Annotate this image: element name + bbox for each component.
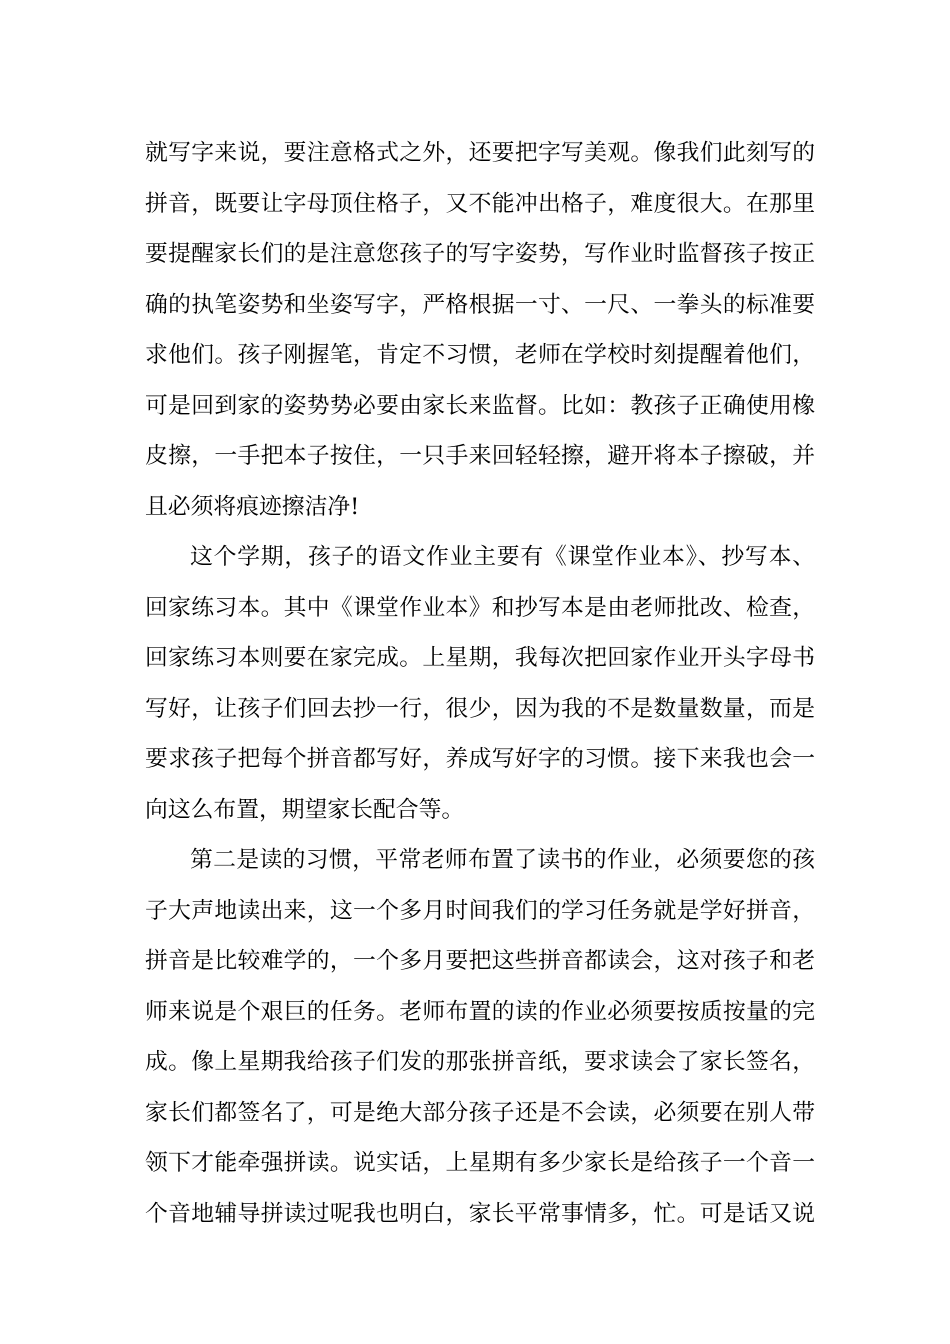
text-line: 领下才能牵强拼读。说实话，上星期有多少家长是给孩子一个音一 — [145, 1150, 815, 1176]
text-line: 师来说是个艰巨的任务。老师布置的读的作业必须要按质按量的完 — [145, 998, 815, 1025]
paragraph-1 — [145, 128, 815, 532]
text-line: 家长们都签名了，可是绝大部分孩子还是不会读，必须要在别人带 — [145, 1099, 815, 1126]
text-line: 拼音，既要让字母顶住格子，又不能冲出格子，难度很大。在那里 — [145, 190, 815, 217]
text-line: 确的执笔姿势和坐姿写字，严格根据一寸、一尺、一拳头的标准要 — [145, 291, 815, 318]
text-line: 求他们。孩子刚握笔，肯定不习惯，老师在学校时刻提醒着他们， — [145, 342, 815, 368]
text-line: 就写字来说，要注意格式之外，还要把字写美观。像我们此刻写的 — [145, 140, 815, 166]
text-line: 回家练习本则要在家完成。上星期，我每次把回家作业开头字母书 — [145, 645, 815, 671]
text-line: 子大声地读出来，这一个多月时间我们的学习任务就是学好拼音， — [145, 897, 815, 924]
text-line: 第二是读的习惯，平常老师布置了读书的作业，必须要您的孩 — [190, 847, 815, 873]
text-line: 可是回到家的姿势势必要由家长来监督。比如：教孩子正确使用橡 — [145, 392, 815, 419]
text-line: 成。像上星期我给孩子们发的那张拼音纸，要求读会了家长签名， — [145, 1049, 815, 1075]
text-line: 拼音是比较难学的，一个多月要把这些拼音都读会，这对孩子和老 — [145, 948, 815, 974]
body-text — [145, 128, 815, 1239]
text-line: 回家练习本。其中《课堂作业本》和抄写本是由老师批改、检查， — [145, 594, 815, 621]
text-line: 个音地辅导拼读过呢我也明白，家长平常事情多，忙。可是话又说 — [145, 1200, 815, 1227]
text-line: 且必须将痕迹擦洁净! — [145, 493, 360, 520]
text-line: 写好，让孩子们回去抄一行，很少，因为我的不是数量数量，而是 — [145, 695, 815, 722]
text-line: 向这么布置，期望家长配合等。 — [145, 796, 465, 823]
text-line: 要求孩子把每个拼音都写好，养成写好字的习惯。接下来我也会一 — [145, 746, 815, 772]
paragraph-2 — [145, 532, 815, 835]
paragraph-3 — [145, 835, 815, 1239]
text-line: 这个学期，孩子的语文作业主要有《课堂作业本》、抄写本、 — [190, 544, 815, 570]
text-line: 要提醒家长们的是注意您孩子的写字姿势，写作业时监督孩子按正 — [145, 241, 815, 267]
text-line: 皮擦，一手把本子按住，一只手来回轻轻擦，避开将本子擦破，并 — [145, 443, 815, 469]
